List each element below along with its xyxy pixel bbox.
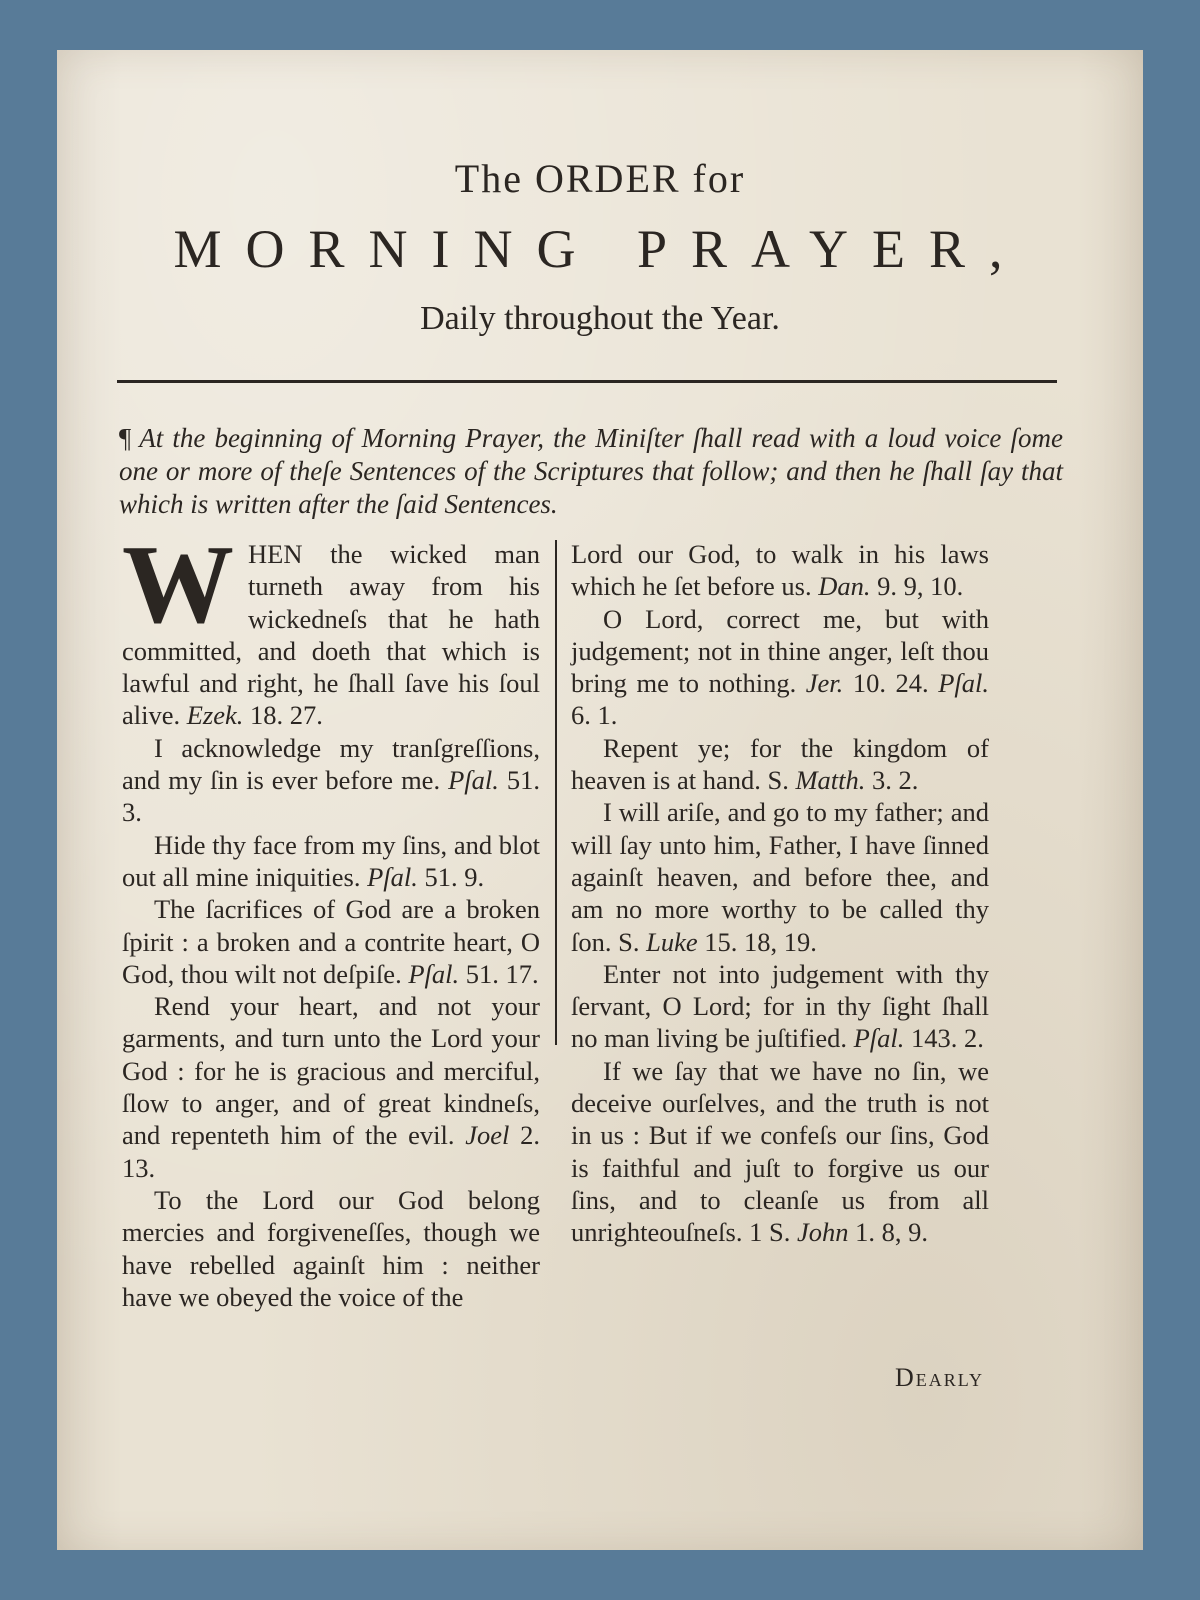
rubric-text: At the beginning of Morning Prayer, the Miniſter ſhall read with a loud voice ſome one or more of theſe Sentences of the Scriptures that follow; and then he ſhall ſay that which is written after the ſaid Sentences. [119,423,1063,519]
title-main: MORNING PRAYER, [173,219,1027,279]
scripture-ref: Pſal. [367,861,418,892]
sentence-5: Rend your heart, and not your garments, and turn unto the Lord your God : for he is gracious and merciful, ſlow to anger, and of great kindneſs, and repenteth him of the evil. Joel 2. 13. [122,991,541,1183]
sentence-10: Enter not into judgement with thy ſervant, O Lord; for in thy ſight ſhall no man living be juſtified. Pſal. 143. 2. [571,958,989,1054]
sentence-6-end: Lord our God, to walk in his laws which he ſet before us. Dan. 9. 9, 10. [571,539,989,602]
column-right [571,538,989,1249]
title-rule [117,380,1057,383]
sentence-7: O Lord, correct me, but with judgement; not in thine anger, leſt thou bring me to nothing. Jer. 10. 24. Pſal. 6. 1. [571,603,990,731]
scripture-ref: Pſal. [408,958,460,989]
column-left [122,523,541,1313]
rubric-instruction [119,422,1063,521]
drop-cap: W [122,523,234,647]
sentence-3: Hide thy face from my ſins, and blot out all mine iniquities. Pſal. 51. 9. [122,829,540,892]
title-line-1: The ORDER for [454,156,746,201]
catchword: Dearly [895,1363,984,1392]
scripture-ref: Luke [646,926,698,957]
sentence-11: If we ſay that we have no ſin, we deceive ourſelves, and the truth is not in us : But if we confeſs our ſins, God is faithful and juſt to forgive us our ſins, and to cleanſe us from all unrighteouſneſs. 1 S. John 1. 8, 9. [571,1055,989,1248]
pilcrow-mark: ¶ [119,423,132,453]
scripture-ref: Jer. [805,668,844,699]
sentence-9: I will ariſe, and go to my father; and will ſay unto him, Father, I have ſinned againſt heaven, and before thee, and am no more worthy to be called thy ſon. S. Luke 15. 18, 19. [571,797,989,957]
column-divider [555,540,557,1045]
scripture-ref: Pſal. [853,1023,905,1054]
sentence-6-start: To the Lord our God belong mercies and forgiveneſſes, though we have rebelled againſt him : neither have we obeyed the voice of the [122,1184,540,1312]
scripture-ref: Ezek. [186,700,244,731]
scripture-ref: Joel [465,1120,510,1151]
sentence-1: WHEN the wicked man turneth away from his wickedneſs that he hath committed, and doeth that which is lawful and right, he ſhall ſave his ſoul alive. Ezek. 18. 27. [122,523,540,731]
title-subtitle: Daily throughout the Year. [420,300,780,337]
sentence-4: The ſacrifices of God are a broken ſpirit : a broken and a contrite heart, O God, thou wilt not deſpiſe. Pſal. 51. 17. [122,894,540,989]
scripture-ref: Pſal. [448,765,499,796]
scripture-ref: Pſal. [938,668,990,699]
sentence-2: I acknowledge my tranſgreſſions, and my ſin is ever before me. Pſal. 51. 3. [122,732,541,828]
book-page [57,50,1143,1550]
sentence-8: Repent ye; for the kingdom of heaven is at hand. S. Matth. 3. 2. [571,732,989,796]
scripture-ref: John [796,1217,849,1248]
scripture-ref: Matth. [795,765,866,796]
scripture-ref: Dan. [818,571,871,602]
